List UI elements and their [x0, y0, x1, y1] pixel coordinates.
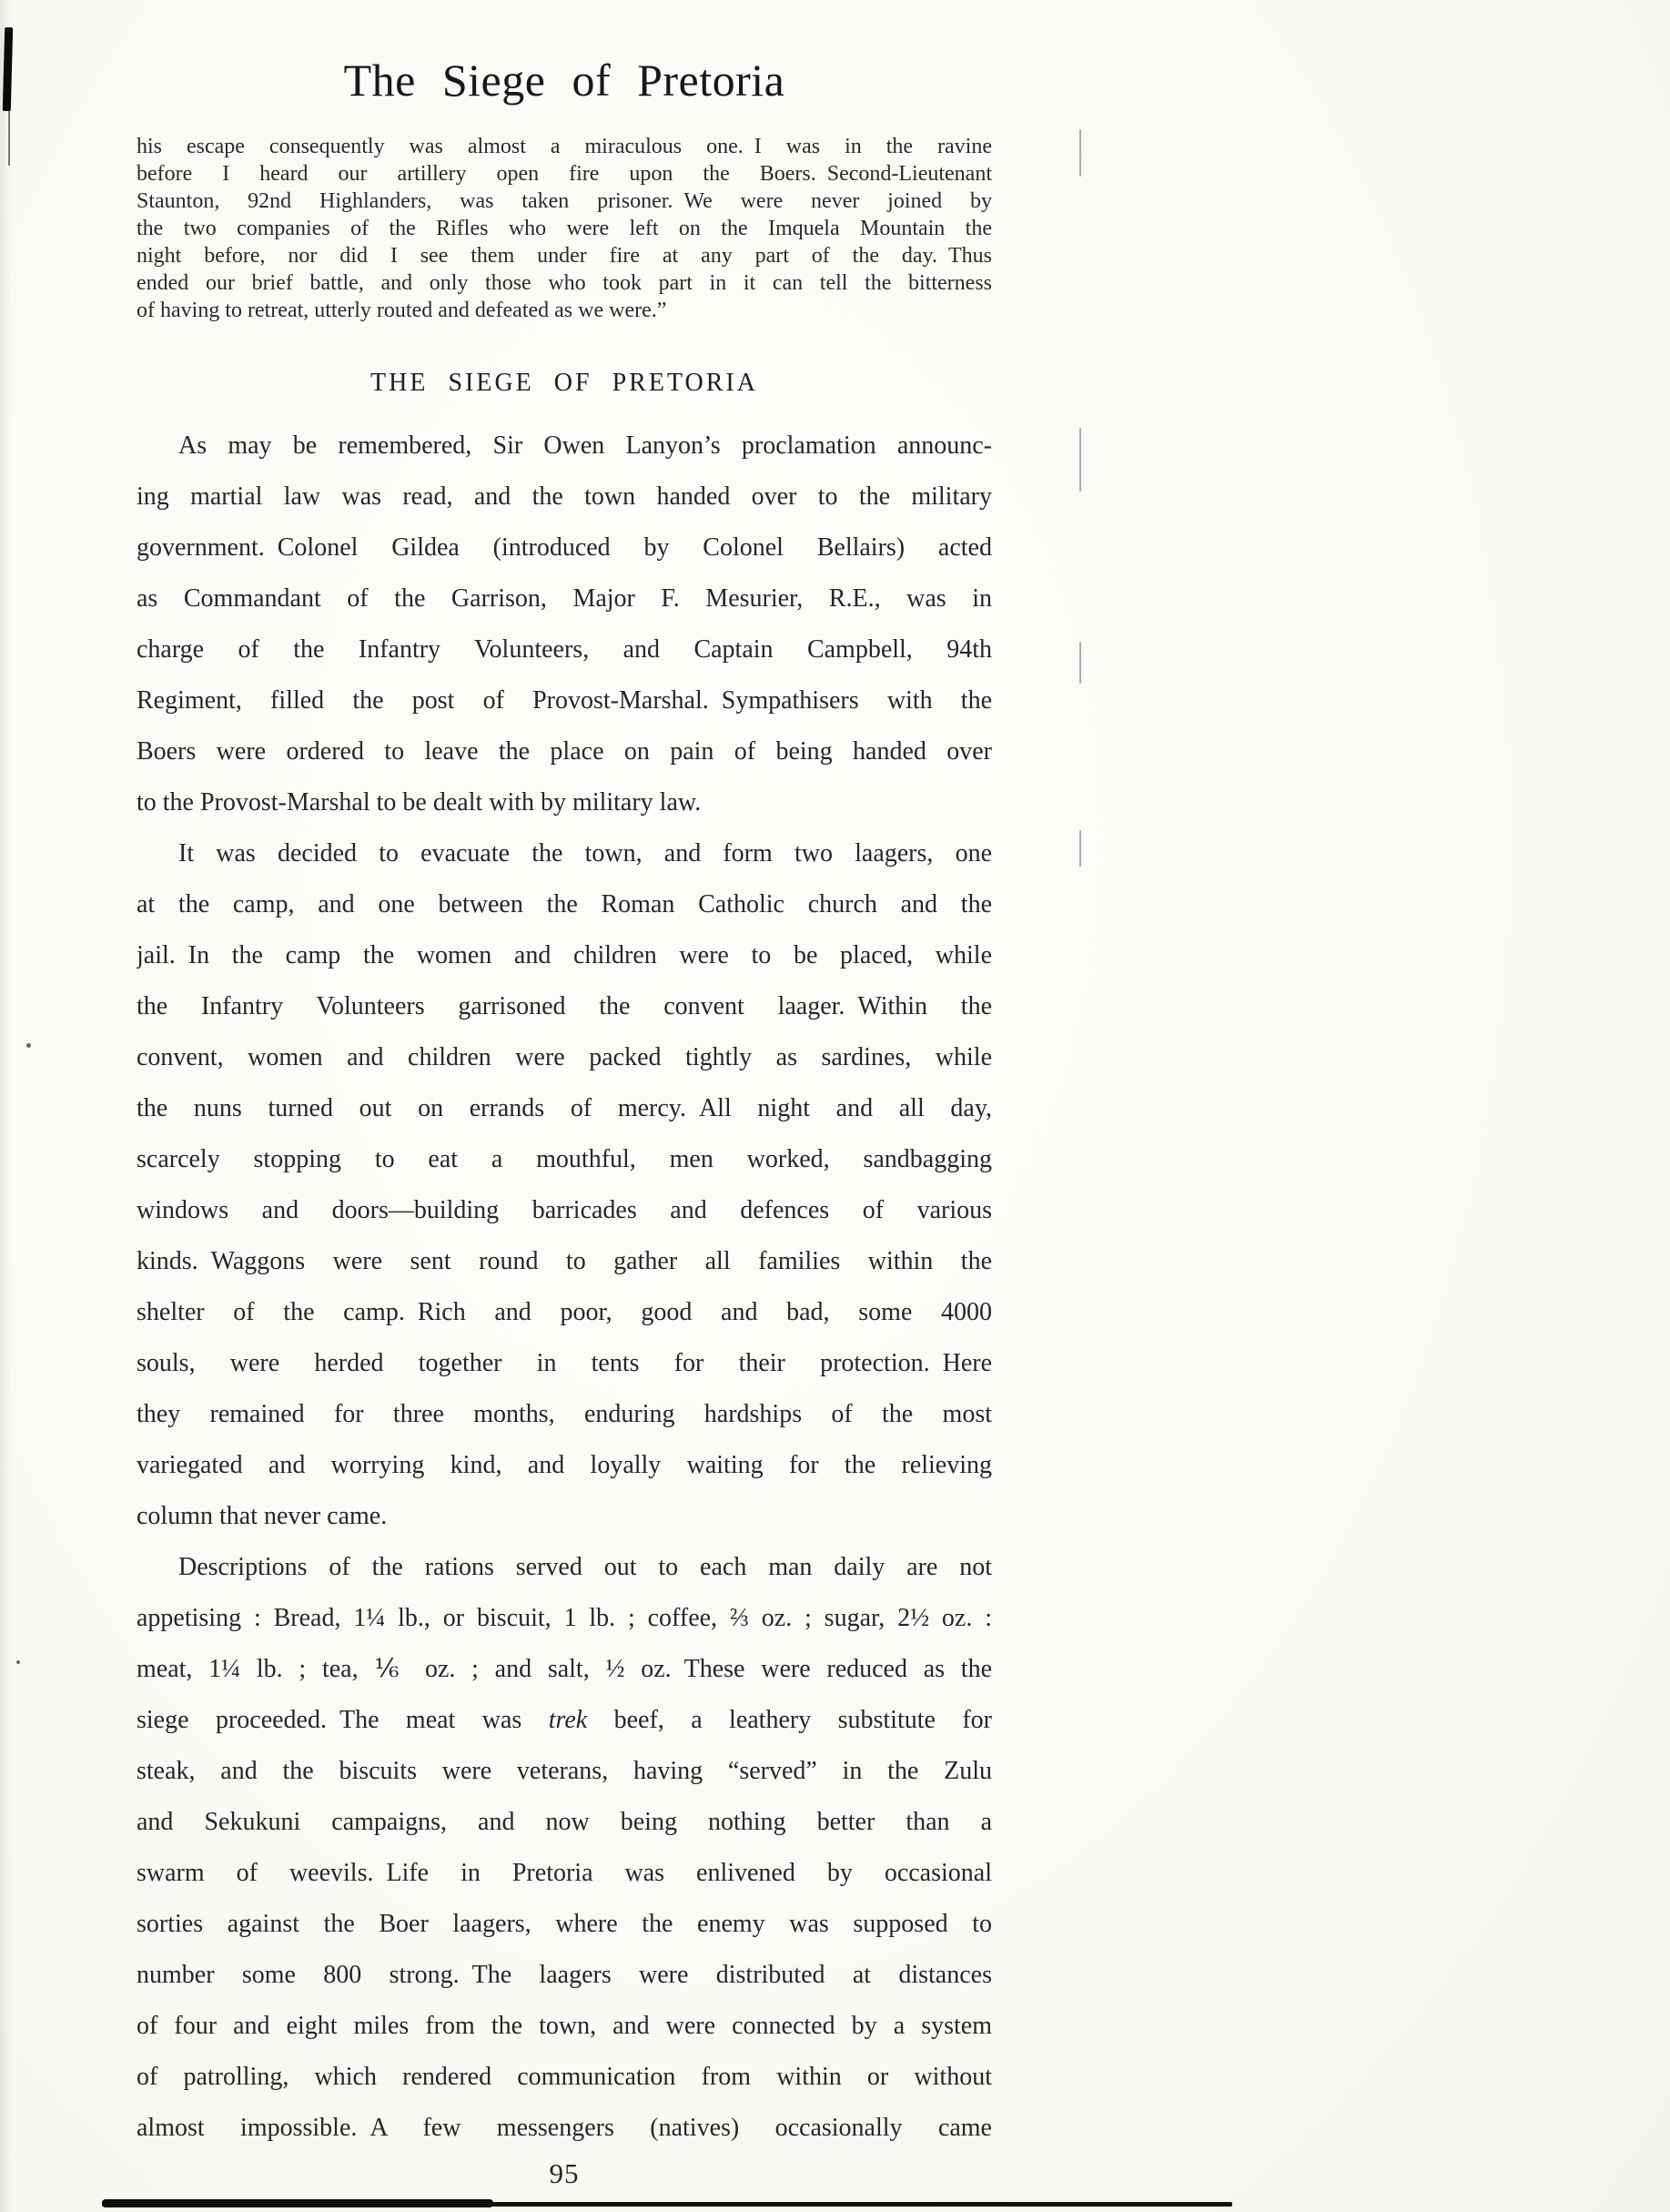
text-line: Descriptions of the rations served out to each man daily are not: [178, 1553, 992, 1581]
ink-speck: [26, 1043, 31, 1048]
text-line: meat, 1¼ lb. ; tea, ⅙ oz. ; and salt, ½ oz. These were reduced as the: [137, 1655, 992, 1683]
text-line: As may be remembered, Sir Owen Lanyon’s proclamation announc-: [178, 431, 992, 460]
quote-line: night before, nor did I see them under fire at any part of the day. Thus: [137, 244, 992, 268]
body-text: [137, 421, 992, 2154]
ink-speck: [16, 1660, 20, 1664]
text-line: variegated and worrying kind, and loyally waiting for the relieving: [137, 1451, 992, 1479]
opening-quote: [137, 133, 992, 324]
quote-line: ended our brief battle, and only those who took part in it can tell the bitterness: [137, 271, 992, 295]
quote-line: the two companies of the Rifles who were left on the Imquela Mountain the: [137, 217, 992, 240]
text-line: sorties against the Boer laagers, where the enemy was supposed to: [137, 1910, 992, 1938]
page-left-edge-shade: [0, 0, 11, 2212]
text-line: as Commandant of the Garrison, Major F. Mesurier, R.E., was in: [137, 584, 992, 613]
text-line: the nuns turned out on errands of mercy. All night and all day,: [137, 1094, 992, 1122]
scan-artifact-right-dash: [1079, 428, 1081, 492]
text-line: charge of the Infantry Volunteers, and Captain Campbell, 94th: [137, 635, 992, 664]
italic-word: trek: [548, 1706, 588, 1734]
text-line: at the camp, and one between the Roman Catholic church and the: [137, 890, 992, 918]
text-line: convent, women and children were packed tightly as sardines, while: [137, 1043, 992, 1071]
text-line: column that never came.: [137, 1502, 388, 1530]
scan-artifact-right-dash: [1079, 129, 1081, 177]
text-line: souls, were herded together in tents for their protection. Here: [137, 1349, 992, 1377]
quote-line: before I heard our artillery open fire upon the Boers. Second-Lieutenant: [137, 162, 992, 186]
text-line: It was decided to evacuate the town, and form two laagers, one: [178, 839, 992, 868]
section-heading: THE SIEGE OF PRETORIA: [370, 369, 758, 397]
text-line: scarcely stopping to eat a mouthful, men worked, sandbagging: [137, 1145, 992, 1173]
text-line: the Infantry Volunteers garrisoned the convent laager. Within the: [137, 992, 992, 1020]
book-page: [137, 0, 992, 2190]
page-number: 95: [549, 2157, 580, 2189]
text-line: steak, and the biscuits were veterans, having “served” in the Zulu: [137, 1757, 992, 1785]
page-title: The Siege of Pretoria: [343, 55, 785, 106]
quote-line: Staunton, 92nd Highlanders, was taken prisoner. We were never joined by: [137, 189, 992, 213]
text-line: to the Provost-Marshal to be dealt with by military law.: [137, 788, 702, 817]
scan-artifact-left-edge-mark: [3, 27, 13, 111]
text-line: shelter of the camp. Rich and poor, good and bad, some 4000: [137, 1298, 992, 1326]
quote-line: his escape consequently was almost a miraculous one. I was in the ravine: [137, 135, 992, 158]
text-line: kinds. Waggons were sent round to gather all families within the: [137, 1247, 992, 1275]
line-text: siege proceeded. The meat was: [137, 1706, 549, 1734]
text-line: almost impossible. A few messengers (natives) occasionally came: [137, 2114, 992, 2142]
text-line: and Sekukuni campaigns, and now being nothing better than a: [137, 1808, 992, 1836]
text-line: windows and doors—building barricades and defences of various: [137, 1196, 992, 1224]
text-line: Boers were ordered to leave the place on pain of being handed over: [137, 737, 992, 766]
text-line: of four and eight miles from the town, and were connected by a system: [137, 2012, 992, 2040]
text-line: they remained for three months, enduring hardships of the most: [137, 1400, 992, 1428]
scan-artifact-right-dash: [1079, 830, 1081, 867]
scan-artifact-right-dash: [1079, 642, 1081, 684]
text-line: government. Colonel Gildea (introduced by Colonel Bellairs) acted: [137, 533, 992, 562]
text-line: jail. In the camp the women and children were to be placed, while: [137, 941, 992, 969]
text-line: swarm of weevils. Life in Pretoria was enlivened by occasional: [137, 1859, 992, 1887]
text-line-with-italic: [137, 1695, 992, 1746]
scan-artifact-left-edge-line: [8, 109, 10, 166]
text-line: of patrolling, which rendered communication from within or without: [137, 2063, 992, 2091]
scan-artifact-bottom-edge-dark: [102, 2199, 493, 2207]
text-line: ing martial law was read, and the town handed over to the military: [137, 482, 992, 511]
text-line: number some 800 strong. The laagers were distributed at distances: [137, 1961, 992, 1989]
text-line: appetising : Bread, 1¼ lb., or biscuit, 1 lb. ; coffee, ⅔ oz. ; sugar, 2½ oz. :: [137, 1604, 992, 1632]
text-line: Regiment, filled the post of Provost-Marshal. Sympathisers with the: [137, 686, 992, 715]
quote-line: of having to retreat, utterly routed and defeated as we were.”: [137, 299, 667, 322]
line-text: beef, a leathery substitute for: [587, 1706, 992, 1734]
